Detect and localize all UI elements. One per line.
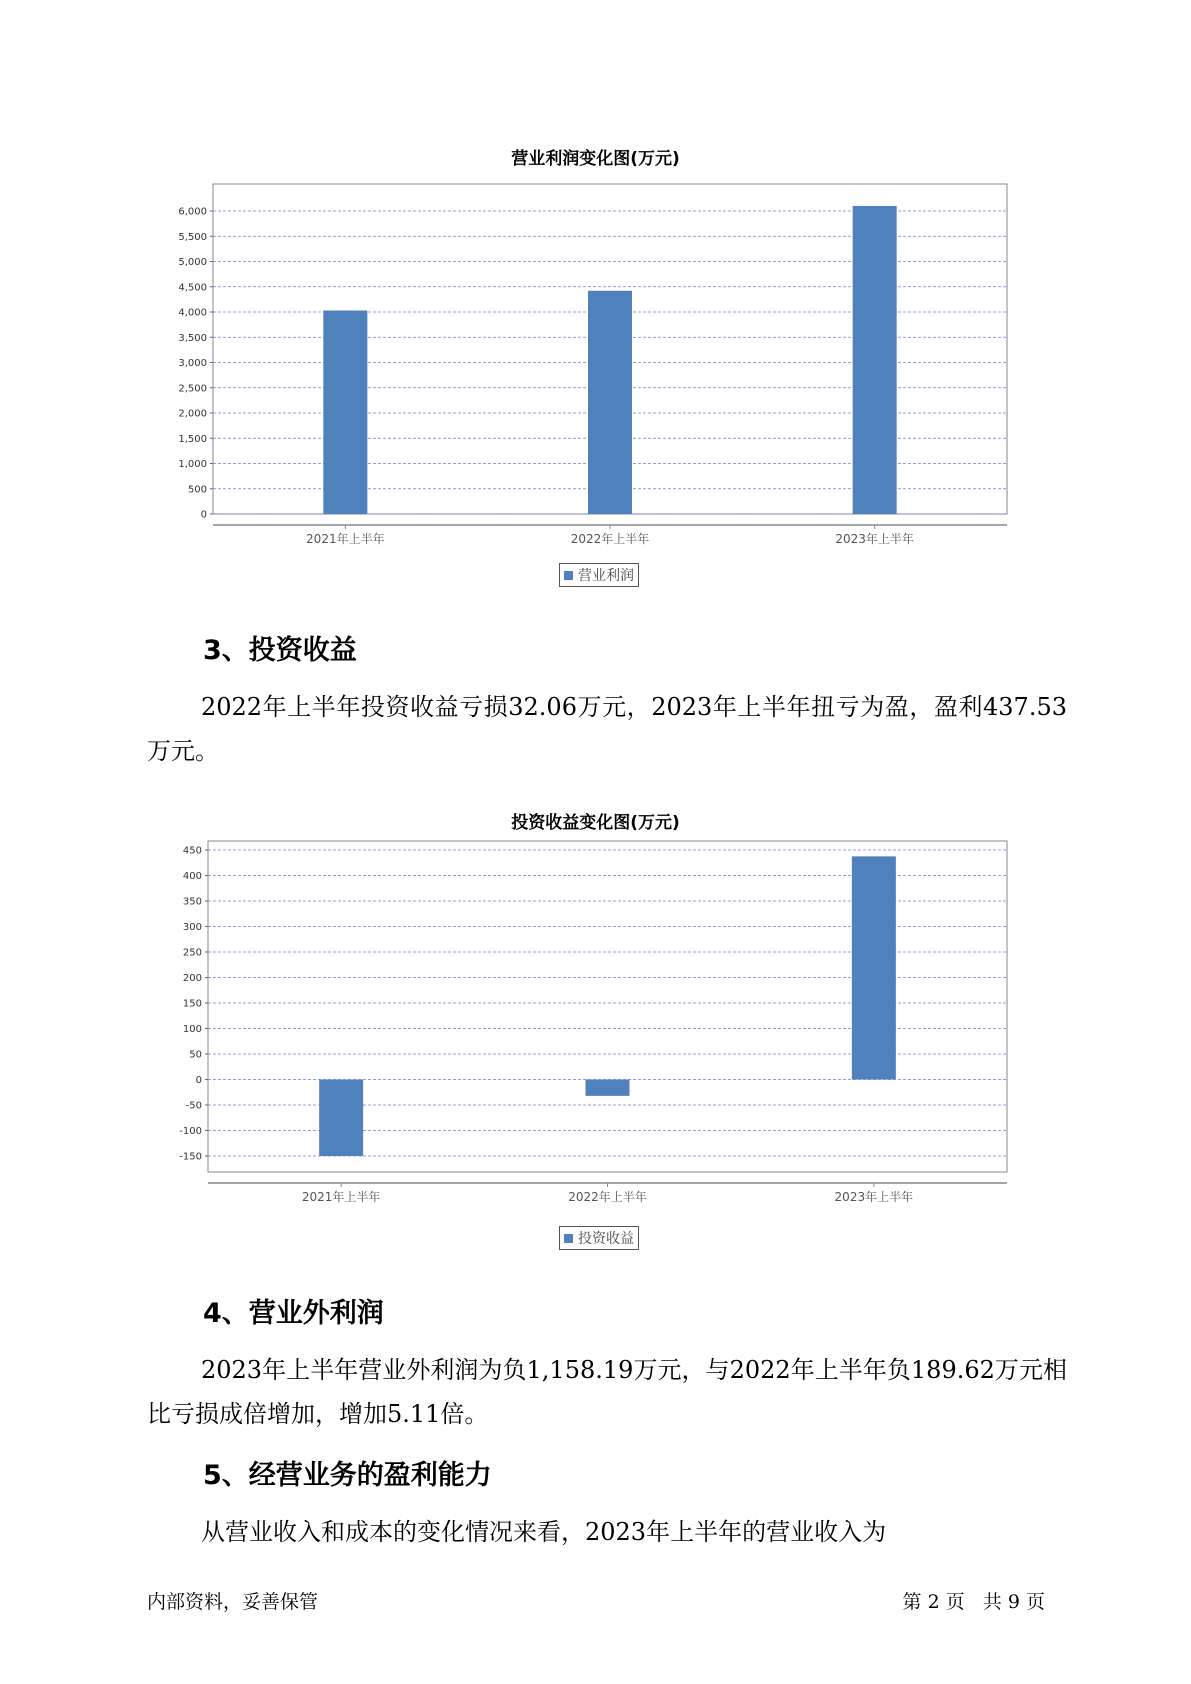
x-tick-label: 2023年上半年 (834, 1190, 914, 1204)
bar-2 (588, 291, 632, 514)
y-tick-label: 150 (182, 998, 202, 1010)
y-tick-label: 450 (182, 845, 202, 857)
y-tick-label: 3,500 (178, 332, 207, 344)
y-tick-label: 100 (182, 1024, 202, 1035)
legend-swatch (564, 1234, 573, 1243)
bar-3 (852, 856, 896, 1079)
section5-paragraph: 从营业收入和成本的变化情况来看，2023年上半年的营业收入为 (201, 1518, 887, 1546)
y-tick-label: 400 (182, 871, 202, 882)
y-tick-label: 5,500 (178, 231, 207, 243)
footer-page-number: 第 2 页 共 9 页 (902, 1591, 1045, 1613)
chart1-legend-label: 营业利润 (578, 568, 634, 584)
legend-swatch (564, 571, 573, 580)
y-tick-label: 1,000 (178, 459, 207, 470)
bar-3 (853, 206, 897, 514)
y-tick-label: 5,000 (178, 257, 207, 268)
y-tick-label: 2,000 (178, 408, 207, 420)
chart2-legend-label: 投资收益 (578, 1231, 634, 1247)
y-tick-label: 2,500 (178, 383, 207, 395)
footer-left: 内部资料，妥善保管 (147, 1591, 319, 1613)
chart2-legend (559, 1226, 639, 1250)
section3-paragraph: 2022年上半年投资收益亏损32.06万元，2023年上半年扭亏为盈，盈利437.53万元。 (147, 693, 1067, 765)
y-tick-label: 300 (182, 922, 202, 933)
y-tick-label: 1,500 (178, 433, 207, 445)
operating-profit-chart (0, 160, 1191, 560)
x-tick-label: 2022年上半年 (570, 532, 650, 546)
chart1-legend (559, 563, 639, 587)
y-tick-label: 250 (182, 947, 202, 959)
section5-heading: 5、经营业务的盈利能力 (203, 1460, 492, 1491)
y-tick-label: 200 (182, 973, 202, 984)
investment-income-chart (0, 825, 1191, 1225)
x-tick-label: 2023年上半年 (835, 532, 914, 546)
bar-1 (319, 1080, 363, 1157)
bar-2 (586, 1080, 630, 1096)
section3-heading: 3、投资收益 (203, 635, 357, 666)
y-tick-label: -100 (179, 1126, 202, 1137)
y-tick-label: -150 (179, 1151, 202, 1163)
y-tick-label: 50 (189, 1049, 202, 1061)
y-tick-label: 6,000 (178, 206, 207, 218)
section4-heading: 4、营业外利润 (203, 1298, 384, 1329)
chart2-title: 投资收益变化图(万元) (511, 813, 680, 833)
y-tick-label: 4,500 (178, 282, 207, 294)
y-tick-label: -50 (185, 1100, 202, 1112)
x-tick-label: 2021年上半年 (306, 532, 385, 546)
y-tick-label: 4,000 (178, 307, 207, 319)
section4-paragraph: 2023年上半年营业外利润为负1,158.19万元，与2022年上半年负189.62万元相比亏损成倍增加，增加5.11倍。 (147, 1356, 1067, 1428)
y-tick-label: 500 (187, 484, 207, 496)
x-tick-label: 2021年上半年 (301, 1190, 381, 1204)
x-tick-label: 2022年上半年 (568, 1190, 647, 1204)
y-tick-label: 0 (200, 509, 207, 521)
y-tick-label: 0 (195, 1075, 202, 1086)
y-tick-label: 3,000 (178, 358, 207, 369)
y-tick-label: 350 (182, 896, 202, 908)
bar-1 (323, 310, 367, 514)
chart1-title: 营业利润变化图(万元) (511, 149, 680, 169)
